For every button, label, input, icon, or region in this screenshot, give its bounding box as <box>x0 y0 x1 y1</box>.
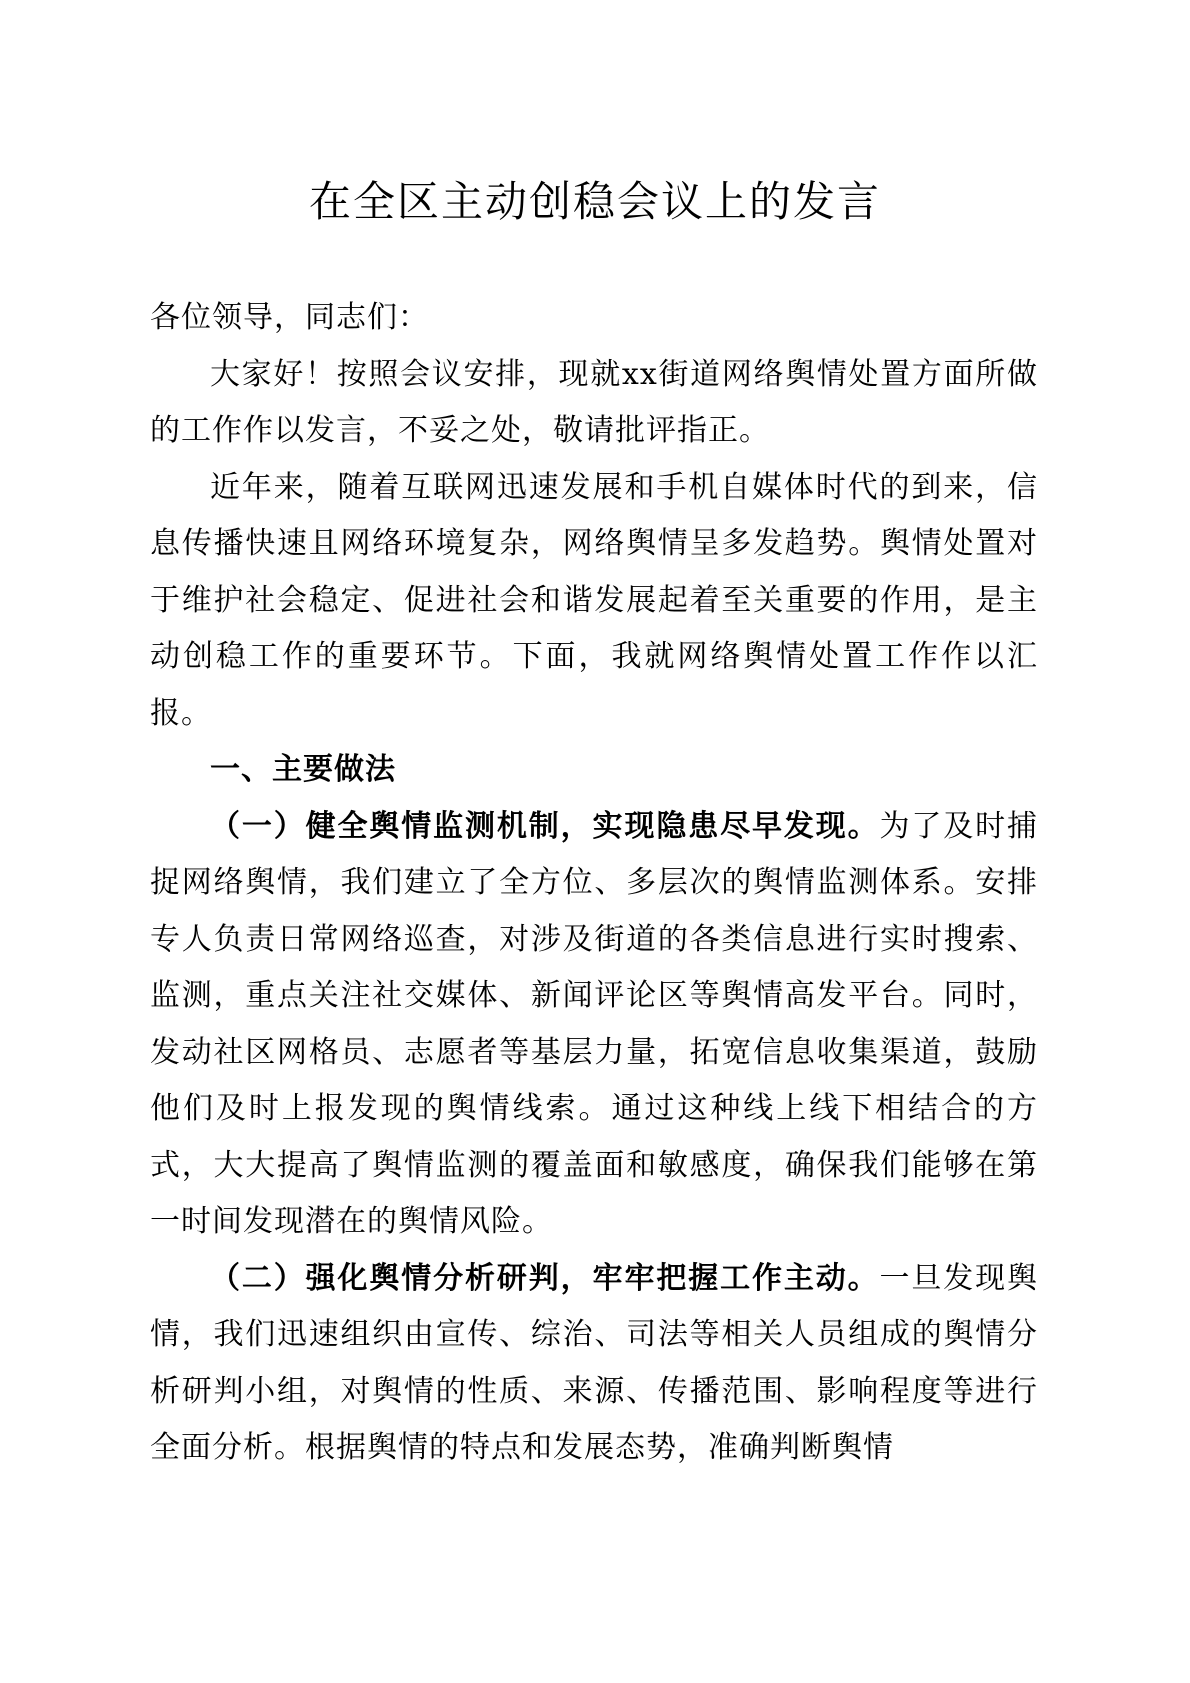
subsection-analysis <box>150 1251 1038 1477</box>
salutation: 各位领导，同志们： <box>150 300 429 335</box>
subsection-monitoring <box>150 799 1038 1251</box>
document-body <box>150 290 1038 1477</box>
section-heading-main-practices: 一、主要做法 <box>210 752 396 787</box>
paragraph-background: 近年来，随着互联网迅速发展和手机自媒体时代的到来，信息传播快速且网络环境复杂，网络舆情呈多发趋势。舆情处置对于维护社会稳定、促进社会和谐发展起着至关重要的作用，是主动创稳工作的重要环节。下面，我就网络舆情处置工作作以汇报。 <box>150 469 1038 731</box>
subsection-monitoring-text: 为了及时捕捉网络舆情，我们建立了全方位、多层次的舆情监测体系。安排专人负责日常网络巡查，对涉及街道的各类信息进行实时搜索、监测，重点关注社交媒体、新闻评论区等舆情高发平台。同时，发动社区网格员、志愿者等基层力量，拓宽信息收集渠道，鼓励他们及时上报发现的舆情线索。通过这种线上线下相结合的方式，大大提高了舆情监测的覆盖面和敏感度，确保我们能够在第一时间发现潜在的舆情风险。 <box>150 808 1039 1239</box>
paragraph-greeting: 大家好！按照会议安排，现就xx街道网络舆情处置方面所做的工作作以发言，不妥之处，敬请批评指正。 <box>150 356 1038 448</box>
subsection-analysis-lead: （二）强化舆情分析研判，牢牢把握工作主动。 <box>210 1260 880 1296</box>
subsection-analysis-text: 一旦发现舆情，我们迅速组织由宣传、综治、司法等相关人员组成的舆情分析研判小组，对舆情的性质、来源、传播范围、影响程度等进行全面分析。根据舆情的特点和发展态势，准确判断舆情 <box>150 1260 1039 1465</box>
subsection-monitoring-lead: （一）健全舆情监测机制，实现隐患尽早发现。 <box>210 808 880 844</box>
document-title: 在全区主动创稳会议上的发言 <box>308 177 881 226</box>
